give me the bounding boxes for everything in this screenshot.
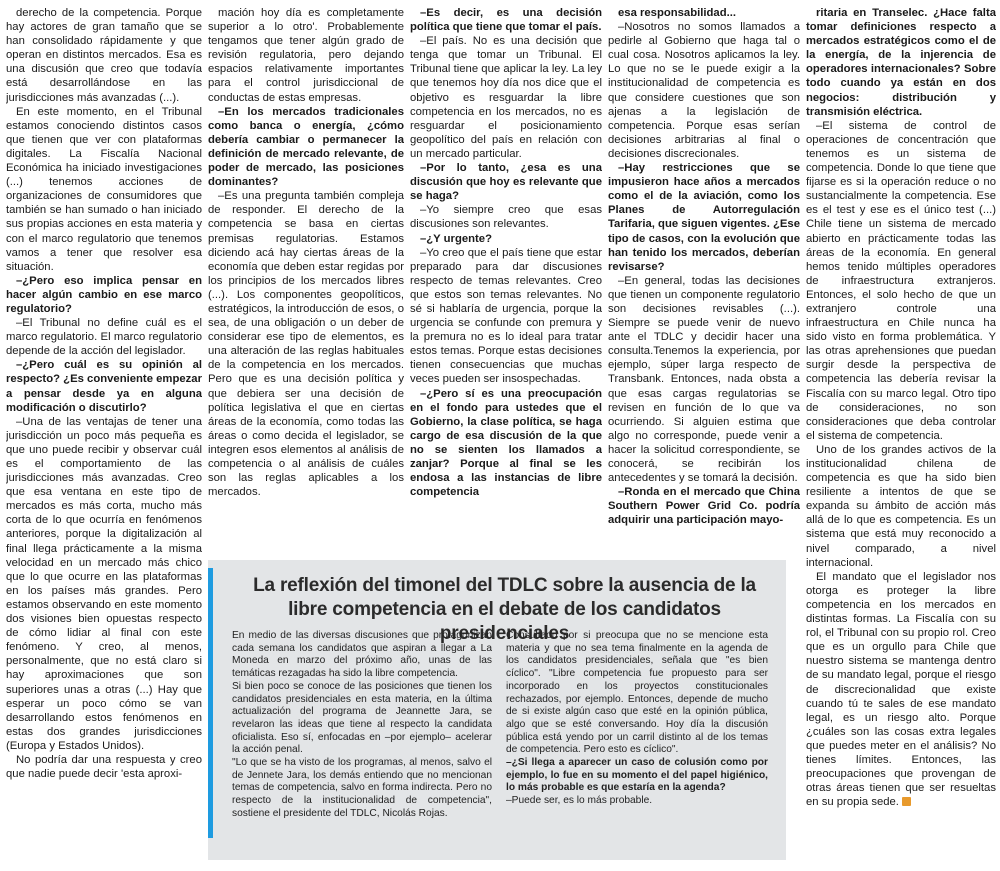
question-paragraph: esa responsabilidad... (618, 7, 737, 19)
sidebar-title: La reflexión del timonel del TDLC sobre la ausencia de la libre competencia en el debate de los candidatos presidenciales (253, 575, 756, 644)
body-paragraph: –Yo creo que el país tiene que estar preparado para dar discusiones respecto de temas relevantes. Creo que estos son temas relevantes. No sé si hablaría de urgencia, porque la urgencia se confunde con premura y la premura no es lo ideal para tratar estos temas. Porque estas decisiones tienen consecuencias que muchas veces pueden ser insospechadas. (410, 246, 602, 386)
article-column-1 (6, 6, 202, 866)
question-paragraph: –¿Pero cuál es su opinión al respecto? ¿Es conveniente empezar a pensar desde ya en alguna modificación o discutirlo? (6, 359, 202, 414)
body-paragraph: En este momento, en el Tribunal estamos conociendo distintos casos que tienen que ver con plataformas digitales. La Fiscalía Nacional Económica ha iniciado investigaciones (...) tenemos acciones de organizaciones de consumidores que también se han sumado o han iniciado sus propias acciones en esta materia y con el marco regulatorio que tenemos vamos a tener que resolver esa situación. (6, 105, 202, 273)
body-paragraph: El mandato que el legislador nos otorga es proteger la libre competencia en los mercados en distintas formas. La Fiscalía con su rol, el Tribunal con su propio rol. Creo que es un orgullo para Chile que nuestro sistema se mantenga dentro de su mandato legal, porque el riesgo de discrecionalidad que existe cuando tú te sales de ese mandato legal, es un riesgo alto. Porque ¿cuáles son las cosas extra legales que puedes meter en el análisis? No tienes límites. Entonces, las preocupaciones que provengan de otras áreas tienen que ser resueltas en su propia sede. (806, 570, 996, 809)
question-paragraph: –¿Pero eso implica pensar en hacer algún cambio en ese marco regulatorio? (6, 274, 202, 315)
body-paragraph: –Nosotros no somos llamados a pedirle al Gobierno que haga tal o cual cosa. Nosotros aplicamos la ley. Lo que no se le puede exigir a la institucionalidad de competencia es que considere cuestiones que son ajenas a la legislación de competencia. Porque esas serían decisiones arbitrarias al final o decisiones discrecionales. (608, 21, 800, 160)
question-paragraph: –¿Y urgente? (420, 232, 492, 245)
article-end-icon (902, 797, 911, 806)
sidebar-box (208, 560, 786, 860)
body-paragraph: –Yo siempre creo que esas discusiones son relevantes. (410, 204, 602, 231)
sidebar-paragraph: Consultado por si preocupa que no se mencione esta materia y que no sea tema finalmente en la agenda de los candidatos presidenciales, señala que "es bien cíclico". "Libre competencia fue propuesto para ser incorporado en los proyectos constitucionales rechazados, por ejemplo. Entonces, depende de mucho de si existe algún caso que esté en la opinión pública, algo que se esté conversando. Hoy día la discusión pública está yendo por un carril distinto al de los temas de competencia. Pero esto es cíclico". (506, 630, 768, 756)
question-paragraph: ritaria en Transelec. ¿Hace falta tomar definiciones respecto a mercados estratégicos como el de la energía, de la injerencia de operadores internacionales? Sobre todo cuando ya están en dos negocios: distribución y transmisión eléctrica. (806, 7, 996, 118)
question-paragraph: –Hay restricciones que se impusieron hace años a mercados como el de la aviación, como los Planes de Autorregulación Tarifaria, que siguen vigentes. ¿Ese tipo de casos, con la evolución que han tenido los mercados, deberían revisarse? (608, 162, 800, 273)
body-paragraph: No podría dar una respuesta y creo que nadie puede decir 'esta aproxi- (6, 753, 202, 781)
article-column-2 (208, 6, 404, 546)
question-paragraph: –Es decir, es una decisión política que tiene que tomar el país. (410, 7, 602, 34)
sidebar-column-1 (232, 630, 492, 858)
article-column-3 (410, 6, 602, 546)
article-column-5 (806, 6, 996, 866)
sidebar-paragraph: –Puede ser, es lo más probable. (506, 795, 653, 807)
sidebar-paragraph: Si bien poco se conoce de las posiciones que tienen los candidatos presidenciales en esta materia, en la última actualización del programa de Jeannette Jara, se revelaron las ideas que tiene al respecto la candidata oficialista. Eso sí, enfocadas en –por ejemplo– acelerar la acción penal. (232, 680, 492, 756)
question-paragraph: –Ronda en el mercado que China Southern Power Grid Co. podría adquirir una participación mayo- (608, 486, 800, 527)
body-paragraph: –Es una pregunta también compleja de responder. El derecho de la competencia se basa en ciertas premisas regulatorias. Estamos diciendo acá hay ciertas áreas de la economía que deben estar regidas por los principios de los mercados libres (...). Los componentes geopolíticos, estratégicos, la introducción de esos, o sea, de una obligación o un deber de considerar ese tipo de elementos, es una alteración de las reglas habituales de la competencia en los mercados. Pero que es una decisión política y que debiera ser una decisión de política legislativa el que en ciertas áreas de la economía, como todas las áreas o como decida el legislador, se integren esos elementos al análisis de competencia o al análisis de cuáles son las reglas aplicables a los mercados. (208, 190, 404, 499)
sidebar-column-2 (506, 630, 768, 858)
question-paragraph: –En los mercados tradicionales como banca o energía, ¿cómo debería cambiar o permanecer la definición de mercado relevante, de poder de mercado, las posiciones dominantes? (208, 105, 404, 189)
body-paragraph: –El Tribunal no define cuál es el marco regulatorio. El marco regulatorio depende de la acción del legislador. (6, 317, 202, 358)
question-paragraph: –Por lo tanto, ¿esa es una discusión que hoy es relevante que se haga? (410, 162, 602, 203)
sidebar-paragraph: En medio de las diversas discusiones que protagonizan cada semana los candidatos que aspiran a llegar a La Moneda en marzo del próximo año, unas de las temáticas rezagadas ha sido la libre competencia. (232, 630, 492, 680)
body-paragraph: –En general, todas las decisiones que tienen un componente regulatorio son decisiones revisables (...). Siempre se puede venir de nuevo ante el TDLC y decidir hacer una consulta.Tenemos la experiencia, por ejemplo, súper larga respecto de Transbank. Entonces, nada obsta a que esas cargas regulatorias se revisen en función de lo que va ocurriendo. Si alguien estima que algo no corresponde, puede venir a hacer la solicitud correspondiente, se conocerá, se recibirán los antecedentes y se tomará la decisión. (608, 274, 800, 485)
sidebar-question: –¿Si llega a aparecer un caso de colusión como por ejemplo, lo fue en su momento el del papel higiénico, lo más probable es que estaría en la agenda? (506, 757, 768, 794)
article-column-4 (608, 6, 800, 546)
body-paragraph: mación hoy día es completamente superior a lo otro'. Probablemente tengamos que tener algún grado de revisión regulatoria, pero dejando espacios relativamente importantes para el control jurisdiccional de conductas de estas empresas. (208, 7, 404, 104)
question-paragraph: –¿Pero sí es una preocupación en el fondo para ustedes que el Gobierno, la clase política, se haga cargo de esa discusión de la que no se sienten los llamados a zanjar? Porque al final se les endosa a las instancias de libre competencia (410, 387, 602, 499)
body-paragraph: derecho de la competencia. Porque hay actores de gran tamaño que se han consolidado rápidamente y que operan en distintos mercados. Esa es una discusión que creo que todavía está desarrollándose en las jurisdicciones más avanzadas (...). (6, 7, 202, 104)
sidebar-paragraph: "Lo que se ha visto de los programas, al menos, salvo el de Jennete Jara, los demás entiendo que no mencionan temas de competencia, salvo en forma indirecta. Pero no respecto de la institucionalidad de competencia", sostiene el presidente del TDLC, Nicolás Rojas. (232, 757, 492, 819)
body-paragraph: –El sistema de control de operaciones de concentración que tenemos es un sistema de competencia. Donde lo que tiene que fijarse es si la operación reduce o no sustancialmente la competencia. Ese es el test y ese es el único test (...) Chile tiene un sistema de mercado abierto en prácticamente todas las áreas de la economía. En general hemos tenido múltiples operadores de infraestructura extranjeros. Entonces, el solo hecho de que un extranjero controle una infraestructura en Chile nunca ha sido visto en forma problemática. Y las otras aprehensiones que puedan surgir desde la perspectiva de competencia las debería revisar la Fiscalía con su marco legal. Otro tipo de consideraciones, no son consideraciones que deba controlar el sistema de competencia. (806, 119, 996, 442)
body-paragraph: Uno de los grandes activos de la institucionalidad chilena de competencia es que ha sido bien resiliente a intentos de que se expanda su ámbito de acción más allá de lo que es competencia. Es un sistema que está muy reconocido a nivel comparado, a nivel internacional. (806, 443, 996, 569)
body-paragraph: –El país. No es una decisión que tenga que tomar un Tribunal. El Tribunal tiene que aplicar la ley. La ley que tenemos hoy día nos dice que el objetivo es resguardar la libre competencia en los mercados, no es resguardar el posicionamiento geopolítico del país en relación con un mercado particular. (410, 35, 602, 160)
accent-bar (208, 568, 213, 838)
body-paragraph: –Una de las ventajas de tener una jurisdicción un poco más pequeña es que uno puede recibir y observar cuál es el comportamiento de las jurisdicciones más avanzadas. Creo que esa ventana en este tipo de mercados es más corta, mucho más corta de lo que ocurría en fenómenos anteriores, porque la digitalización al final llega prácticamente a la misma velocidad en un mercado más chico que lo que ocurre en las plataformas en los países más grandes. Pero estamos observando en este momento dos visiones bien opuestas respecto de cómo lidiar al final con este fenómeno. Y creo, al menos, personalmente, que no está claro si hay aproximaciones que son superiores unas a otras (...) Hay que esperar un poco cómo se van desarrollando estos fenómenos en estas dos grandes jurisdicciones (Europa y Estados Unidos). (6, 415, 202, 752)
